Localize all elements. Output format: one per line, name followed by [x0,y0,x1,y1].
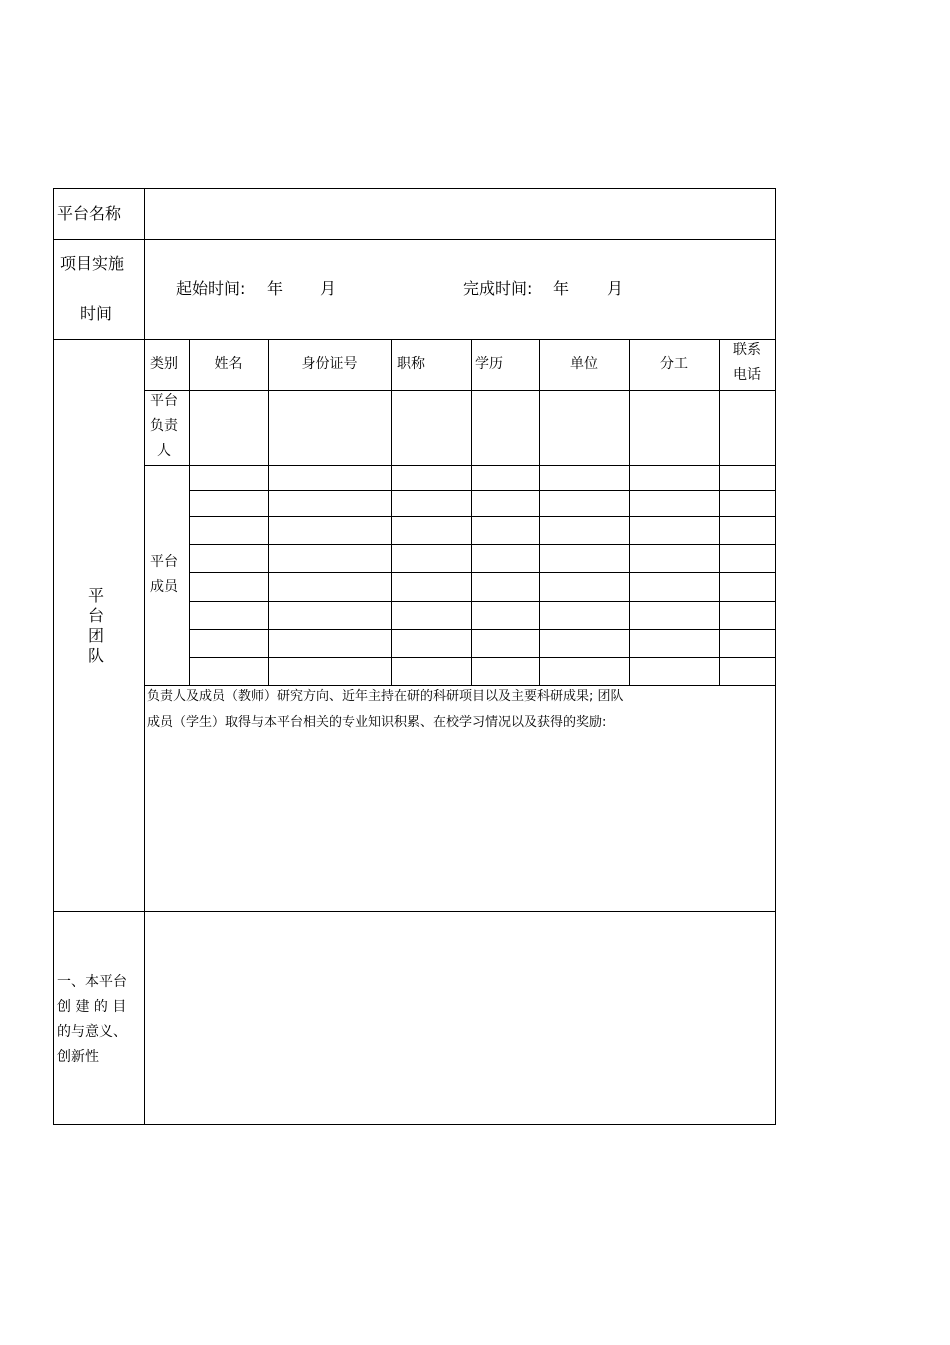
start-month-label: 月 [320,279,337,298]
leader-row-label-line: 平台 [150,393,178,409]
column-header-phone-line2: 电话 [733,367,761,383]
member-row-fields[interactable] [190,466,775,685]
column-header-category: 类别 [150,356,178,372]
table-border-bottom [53,1124,776,1125]
column-header-education: 学历 [475,356,503,372]
team-label-char: 台 [88,606,105,625]
column-header-id-number: 身份证号 [301,356,358,372]
column-header-title: 职称 [397,356,425,372]
column-header-phone-line1: 联系 [733,342,761,358]
team-description-line1: 负责人及成员（教师）研究方向、近年主持在研的科研项目以及主要科研成果; 团队 [147,689,624,704]
column-header-name: 姓名 [214,356,243,372]
leader-row-label-line: 负责 [150,418,178,434]
section1-label-line: 创 建 的 目 [57,999,127,1015]
purpose-innovation-field[interactable] [146,913,774,1123]
start-month-field[interactable] [285,276,319,302]
start-year-label: 年 [267,279,284,298]
row-divider [53,339,776,340]
end-time-label: 完成时间: [463,279,533,298]
leader-row-fields[interactable] [190,391,775,465]
start-year-field[interactable] [240,276,266,302]
end-month-label: 月 [607,279,624,298]
start-time-label: 起始时间: [176,279,246,298]
impl-time-label-line2: 时间 [80,304,113,323]
section1-label-line: 创新性 [57,1049,99,1065]
section1-label-line: 一、本平台 [57,974,127,990]
end-month-field[interactable] [572,276,606,302]
impl-time-label-line1: 项目实施 [60,254,125,273]
column-header-role: 分工 [660,356,688,372]
team-description-line2: 成员（学生）取得与本平台相关的专业知识积累、在校学习情况以及获得的奖励: [147,715,607,730]
row-divider [53,911,776,912]
platform-name-label: 平台名称 [57,204,122,223]
leader-row-label-line: 人 [157,443,171,459]
team-label-char: 团 [88,626,105,645]
table-border-left [53,188,54,1125]
team-description-field[interactable] [146,736,774,910]
end-year-label: 年 [553,279,570,298]
team-label-char: 队 [88,646,105,665]
column-header-unit: 单位 [570,356,598,372]
platform-name-field[interactable] [146,190,774,238]
section1-label-line: 的与意义、 [57,1024,127,1040]
row-divider [53,239,776,240]
member-rows-label-line: 平台 [150,554,178,570]
label-column-divider [144,188,145,1125]
team-label-char: 平 [88,586,105,605]
table-border-top [53,188,776,189]
subtable-bottom-divider [144,685,776,686]
member-rows-label-line: 成员 [150,579,178,595]
end-year-field[interactable] [527,276,553,302]
